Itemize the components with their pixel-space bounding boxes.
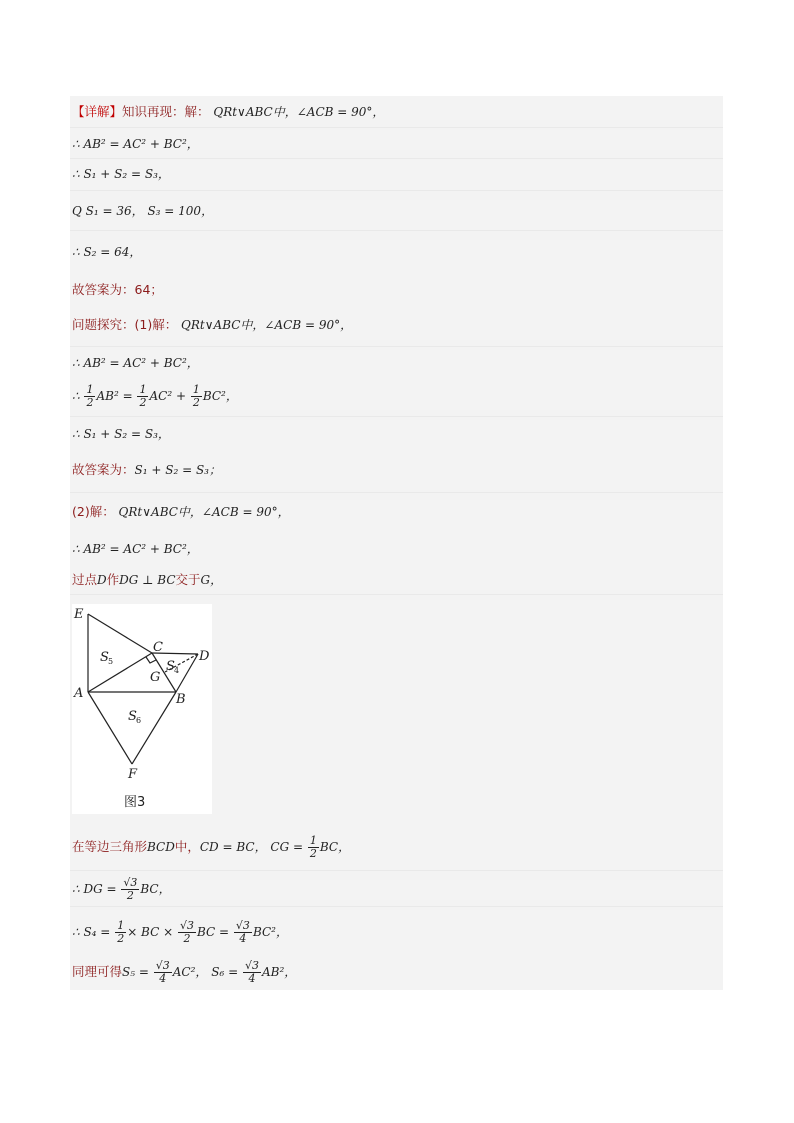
math-line: ∴ S₂ = 64，	[72, 245, 142, 259]
math-term: S₅ =	[122, 965, 149, 979]
math-expression: QRt∨ABC中，∠ACB = 90°，	[118, 505, 290, 519]
fraction-sqrt3-over-4: $\frac{√3}{4}$	[244, 959, 259, 985]
math-term: CD = BC， CG =	[199, 840, 304, 854]
fraction-sqrt3-over-2: $\frac{√3}{2}$	[179, 919, 194, 945]
fraction-half: $\frac{1}{2}$	[139, 383, 147, 409]
math-line: ∴ S₁ + S₂ = S₃，	[72, 167, 170, 181]
row-divider	[70, 492, 723, 493]
fraction-sqrt3-over-4: $\frac{√3}{4}$	[235, 919, 250, 945]
math-term: × BC ×	[127, 925, 174, 939]
math-line-dg	[72, 877, 171, 902]
answer-line: 故答案为：64；	[72, 282, 163, 297]
line-text: 交于	[175, 572, 201, 587]
math-term: ∴ DG =	[72, 882, 117, 896]
row-divider	[70, 416, 723, 417]
math-term: BCD	[147, 840, 175, 854]
line-text: 知识再现：解：	[122, 104, 210, 119]
fraction-half: $\frac{1}{2}$	[192, 383, 200, 409]
math-term: AB²，	[261, 965, 297, 979]
line-text: 同理可得	[72, 964, 123, 979]
row-divider	[70, 158, 723, 159]
line-text: 在等边三角形	[72, 839, 148, 854]
math-term: BC =	[197, 925, 230, 939]
label-S6: S	[128, 709, 137, 724]
line-text: 中，	[174, 839, 200, 854]
figure-caption: 图3	[124, 795, 146, 810]
fraction-half: $\frac{1}{2}$	[86, 383, 94, 409]
math-term: G，	[200, 573, 223, 587]
math-line: Q S₁ = 36， S₃ = 100，	[72, 204, 214, 218]
row-divider	[70, 906, 723, 907]
math-expression: S₁ + S₂ = S₃；	[134, 463, 221, 477]
label-D: D	[199, 649, 210, 664]
math-term: BC²，	[252, 925, 288, 939]
line-known-reproduction	[72, 104, 384, 120]
construction-line	[72, 572, 222, 588]
math-line: ∴ AB² = AC² + BC²，	[72, 137, 199, 151]
math-line-fractions	[72, 384, 238, 409]
row-divider	[70, 346, 723, 347]
row-divider	[70, 230, 723, 231]
math-term: BC，	[319, 840, 351, 854]
math-term: BC²，	[202, 389, 238, 403]
row-divider	[70, 870, 723, 871]
label-B: B	[176, 692, 186, 707]
math-term: D	[97, 573, 107, 587]
math-term: DG ⊥ BC	[119, 573, 176, 587]
math-term: AC² +	[149, 389, 186, 403]
fraction-sqrt3-over-2: $\frac{√3}{2}$	[123, 876, 138, 902]
geometry-figure	[72, 604, 212, 814]
label-G: G	[150, 670, 161, 685]
row-divider	[70, 190, 723, 191]
equilateral-line	[72, 835, 350, 860]
line-text: 过点	[72, 572, 98, 587]
math-expression: QRt∨ABC中，∠ACB = 90°，	[213, 105, 385, 119]
triangle-diagram	[72, 604, 212, 814]
line-text: (2)解：	[72, 504, 115, 519]
line-text: 作	[106, 572, 120, 587]
row-divider	[70, 594, 723, 595]
label-S6-sub: 6	[136, 716, 142, 725]
label-E: E	[74, 607, 84, 622]
label-C: C	[153, 640, 163, 655]
math-line: ∴ AB² = AC² + BC²，	[72, 356, 199, 370]
label-S4: S	[166, 659, 175, 674]
math-term: AB² =	[96, 389, 133, 403]
math-term: AC²， S₆ =	[172, 965, 239, 979]
label-A: A	[74, 686, 84, 701]
line-text: 故答案为：	[72, 462, 135, 477]
math-expression: QRt∨ABC中，∠ACB = 90°，	[181, 318, 353, 332]
fraction-half: $\frac{1}{2}$	[117, 919, 125, 945]
row-divider	[70, 127, 723, 128]
fraction-half: $\frac{1}{2}$	[309, 834, 317, 860]
math-line-s4	[72, 920, 288, 945]
line-text: 问题探究：(1)解：	[72, 317, 178, 332]
answer-line	[72, 462, 221, 478]
therefore-symbol: ∴	[72, 389, 80, 403]
math-line: ∴ S₁ + S₂ = S₃，	[72, 427, 170, 441]
label-S4-sub: 4	[174, 666, 180, 675]
label-F: F	[128, 767, 138, 782]
math-line-s5-s6	[72, 960, 296, 985]
fraction-sqrt3-over-4: $\frac{√3}{4}$	[155, 959, 170, 985]
line-problem-exploration	[72, 317, 352, 333]
line-part-2	[72, 504, 290, 520]
math-line: ∴ AB² = AC² + BC²，	[72, 542, 199, 556]
label-S5-sub: 5	[108, 657, 114, 666]
math-term: ∴ S₄ =	[72, 925, 111, 939]
detail-tag: 【详解】	[72, 104, 123, 119]
label-S5: S	[100, 650, 109, 665]
math-term: BC，	[140, 882, 171, 896]
